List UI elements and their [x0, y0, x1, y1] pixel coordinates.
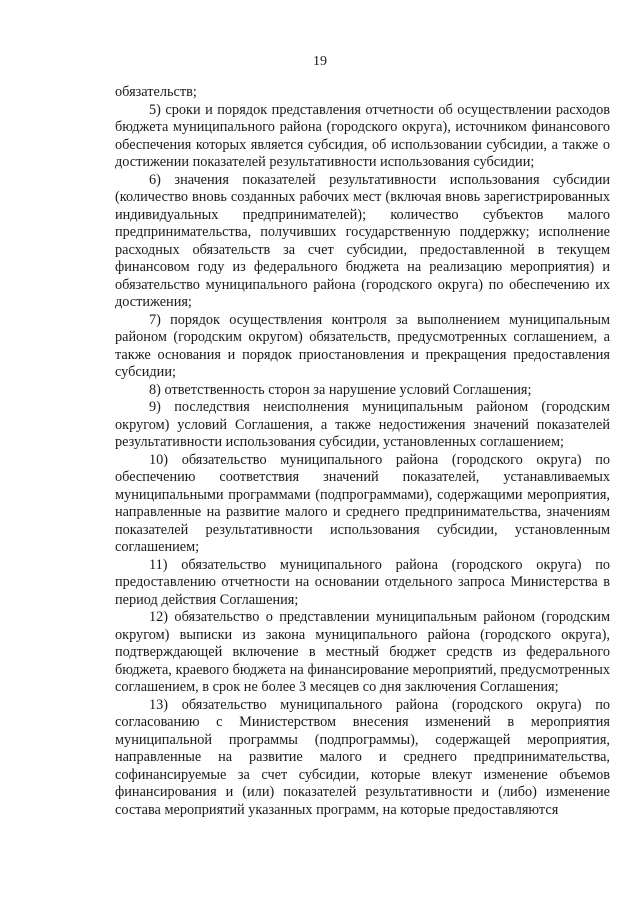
- paragraph-item-10: 10) обязательство муниципального района (городского округа) по обеспечению соответствия значений показателей, устанавливаемых муниципальными программами (подпрограммами), содержащими мероприятия, направленные на развитие малого и среднего предпринимательства, значениям показателей результативности использования субсидии, установленным соглашением;: [115, 451, 610, 555]
- paragraph-item-6: 6) значения показателей результативности использования субсидии (количество вновь созданных рабочих мест (включая вновь зарегистрированных индивидуальных предпринимателей); количество субъектов малого предпринимательства, получивших государственную поддержку; исполнение расходных обязательств за счет субсидии, предоставленной в текущем финансовом году из федерального бюджета на реализацию мероприятия) и обязательство муниципального района (городского округа) по обеспечению их достижения;: [115, 171, 610, 310]
- paragraph-item-5: 5) сроки и порядок представления отчетности об осуществлении расходов бюджета муниципального района (городского округа), источником финансового обеспечения которых является субсидия, об использовании субсидии, а также о достижении показателей результативности использования субсидии;: [115, 101, 610, 170]
- paragraph-item-7: 7) порядок осуществления контроля за выполнением муниципальным районом (городским округом) обязательств, предусмотренных соглашением, а также основания и порядок приостановления и прекращения предоставления субсидии;: [115, 311, 610, 380]
- paragraph-item-12: 12) обязательство о представлении муниципальным районом (городским округом) выписки из закона муниципального района (городского округа), подтверждающей включение в местный бюджет средств из федерального бюджета, краевого бюджета на финансирование мероприятий, предусмотренных соглашением, в срок не более 3 месяцев со дня заключения Соглашения;: [115, 609, 610, 695]
- paragraph-continuation: обязательств;: [115, 84, 197, 100]
- document-body: [115, 84, 610, 819]
- paragraph-item-8: 8) ответственность сторон за нарушение условий Соглашения;: [149, 381, 532, 398]
- paragraph-item-11: 11) обязательство муниципального района (городского округа) по предоставлению отчетности на основании отдельного запроса Министерства в период действия Соглашения;: [115, 556, 610, 608]
- paragraph-item-9: 9) последствия неисполнения муниципальным районом (городским округом) условий Соглашения, а также недостижения значений показателей результативности использования субсидии, установленных соглашением;: [115, 399, 610, 450]
- page-number: 19: [313, 54, 327, 69]
- paragraph-item-13: 13) обязательство муниципального района (городского округа) по согласованию с Министерством внесения изменений в мероприятия муниципальной программы (подпрограммы), содержащей мероприятия, направленные на развитие малого и среднего предпринимательства, софинансируемые за счет субсидии, которые влекут изменение объемов финансирования и (или) показателей результативности и (либо) изменение состава мероприятий указанных программ, на которые предоставляются: [115, 696, 610, 818]
